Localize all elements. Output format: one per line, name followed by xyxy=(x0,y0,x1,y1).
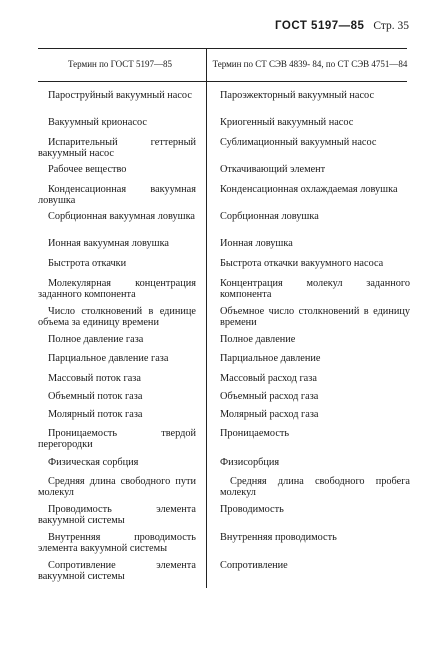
term-left-11: Парциальное давление газа xyxy=(48,353,169,364)
term-right-2: Сублимационный вакуумный насос xyxy=(220,137,377,148)
term-right-17: Средняя длина свободного пробега молекул xyxy=(220,476,410,498)
term-left-17: Средняя длина свободного пути молекул xyxy=(38,476,196,498)
term-right-16: Физисорбция xyxy=(220,457,280,468)
term-left-4: Конденсационная вакуумная ловушка xyxy=(38,184,196,206)
table-header-rule xyxy=(38,81,407,82)
term-right-13: Объемный расход газа xyxy=(220,391,319,402)
term-left-2: Испарительный геттерный вакуумный насос xyxy=(38,137,196,159)
term-left-5: Сорбционная вакуумная ловушка xyxy=(48,211,195,222)
term-right-12: Массовый расход газа xyxy=(220,373,317,384)
term-left-7: Быстрота откачки xyxy=(48,258,127,269)
term-left-0: Пароструйный вакуумный насос xyxy=(48,90,192,101)
term-left-6: Ионная вакуумная ловушка xyxy=(48,238,169,249)
term-right-11: Парциальное давление xyxy=(220,353,321,364)
term-right-19: Внутренняя проводимость xyxy=(220,532,337,543)
term-left-19: Внутренняя проводимость элемента вакуумной системы xyxy=(38,532,196,554)
term-right-8: Концентрация молекул заданного компонента xyxy=(220,278,410,300)
term-right-1: Криогенный вакуумный насос xyxy=(220,117,354,128)
page-header xyxy=(275,20,409,32)
term-right-18: Проводимость xyxy=(220,504,284,515)
term-right-5: Сорбционная ловушка xyxy=(220,211,319,222)
term-left-20: Сопротивление элемента вакуумной системы xyxy=(38,560,196,582)
term-right-3: Откачивающий элемент xyxy=(220,164,326,175)
term-left-16: Физическая сорбция xyxy=(48,457,139,468)
term-left-10: Полное давление газа xyxy=(48,334,144,345)
term-right-4: Конденсационная охлаждаемая ловушка xyxy=(220,184,398,195)
term-left-14: Молярный поток газа xyxy=(48,409,143,420)
term-right-15: Проницаемость xyxy=(220,428,290,439)
page-number: Стр. 35 xyxy=(373,20,409,32)
term-right-10: Полное давление xyxy=(220,334,296,345)
term-left-9: Число столкновений в единице объема за единицу времени xyxy=(38,306,196,328)
left-column-header: Термин по ГОСТ 5197—85 xyxy=(68,59,172,69)
term-right-14: Молярный расход газа xyxy=(220,409,319,420)
right-column-header: Термин по СТ СЭВ 4839- 84, по СТ СЭВ 4751—84 xyxy=(212,59,408,69)
term-right-6: Ионная ловушка xyxy=(220,238,293,249)
table-top-rule xyxy=(38,48,407,49)
term-right-0: Пароэжекторный вакуумный насос xyxy=(220,90,375,101)
term-left-15: Проницаемость твердой перегородки xyxy=(38,428,196,450)
term-left-13: Объемный поток газа xyxy=(48,391,143,402)
term-left-1: Вакуумный крионасос xyxy=(48,117,147,128)
term-right-9: Объемное число столкновений в единицу времени xyxy=(220,306,410,328)
term-right-20: Сопротивление xyxy=(220,560,288,571)
term-left-12: Массовый поток газа xyxy=(48,373,141,384)
standard-number: ГОСТ 5197—85 xyxy=(275,20,365,32)
table-column-divider xyxy=(206,48,207,588)
term-left-3: Рабочее вещество xyxy=(48,164,127,175)
term-right-7: Быстрота откачки вакуумного насоса xyxy=(220,258,384,269)
term-left-18: Проводимость элемента вакуумной системы xyxy=(38,504,196,526)
term-left-8: Молекулярная концентрация заданного компонента xyxy=(38,278,196,300)
